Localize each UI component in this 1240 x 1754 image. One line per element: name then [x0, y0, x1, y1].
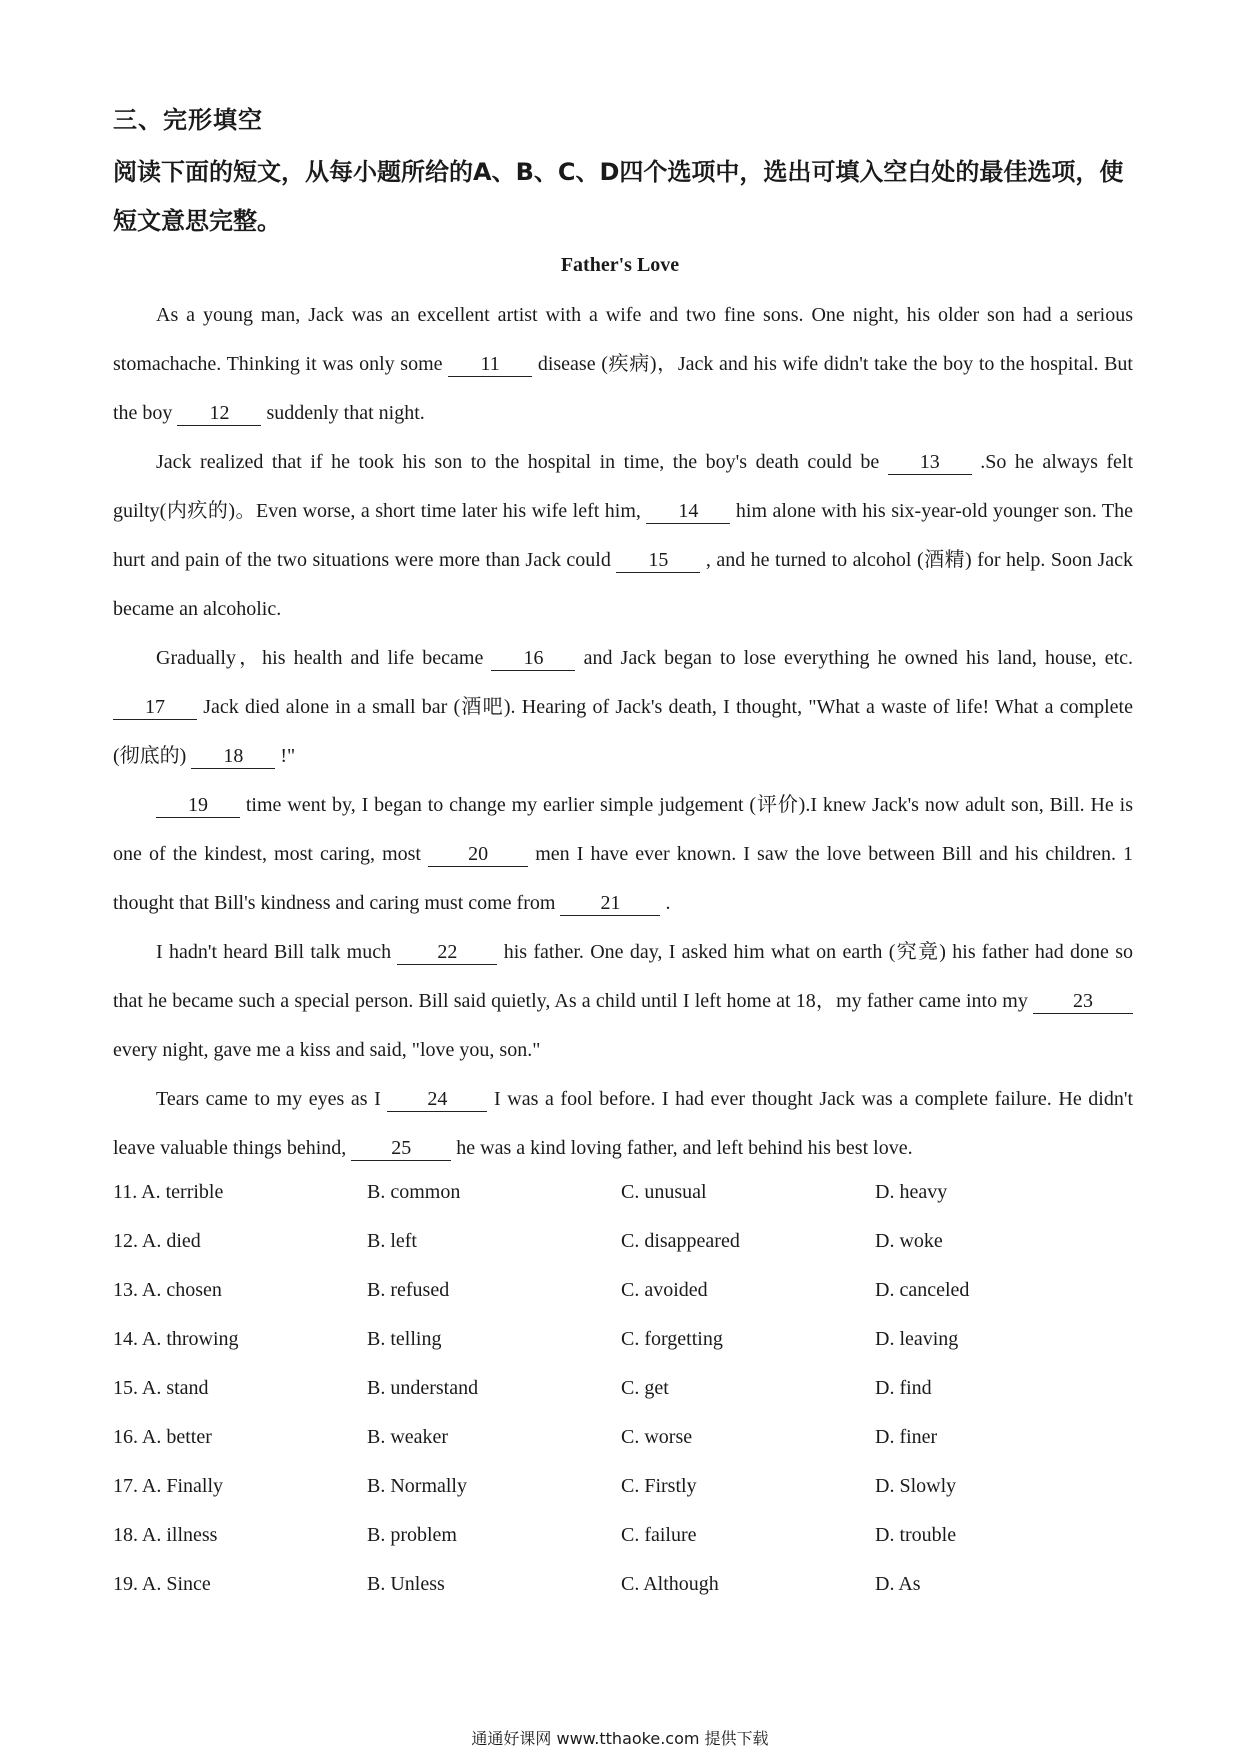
- paragraph-text: his father. One day, I asked him what on earth (究竟) his father had done so that he became such a special person. Bill said quietly, As a child until I left home at 18，my father came into my: [113, 941, 1134, 1012]
- option-row-11: [113, 1168, 1133, 1217]
- blank-21: 21: [560, 891, 660, 916]
- paragraph-text: , and he turned to alcohol (酒精) for help. Soon Jack became an alcoholic.: [113, 549, 1134, 620]
- blank-11: 11: [448, 352, 532, 377]
- blank-14: 14: [646, 499, 730, 524]
- paragraph-text: he was a kind loving father, and left behind his best love.: [456, 1137, 913, 1159]
- passage-title: Father's Love: [560, 254, 680, 276]
- paragraph-3: [113, 634, 1133, 781]
- option-d: D. trouble: [875, 1524, 957, 1546]
- option-b: B. common: [367, 1181, 461, 1203]
- paragraph-text: men I have ever known. I saw the love between Bill and his children. 1 thought that Bill's kindness and caring must come from: [113, 843, 1134, 914]
- option-a: 19. A. Since: [113, 1573, 211, 1595]
- option-d: D. canceled: [875, 1279, 970, 1301]
- paragraph-4: [113, 781, 1133, 928]
- blank-19: 19: [156, 793, 240, 818]
- option-a: 15. A. stand: [113, 1377, 209, 1399]
- option-c: C. Firstly: [621, 1475, 697, 1497]
- paragraph-2: [113, 438, 1133, 634]
- option-a: 17. A. Finally: [113, 1475, 224, 1497]
- blank-15: 15: [616, 548, 700, 573]
- option-b: B. left: [367, 1230, 417, 1252]
- paragraph-text: Jack realized that if he took his son to the hospital in time, the boy's death could be: [156, 451, 880, 473]
- blank-18: 18: [191, 744, 275, 769]
- blank-23: 23: [1033, 989, 1133, 1014]
- option-d: D. heavy: [875, 1181, 948, 1203]
- option-row-13: [113, 1266, 1133, 1315]
- blank-13: 13: [888, 450, 972, 475]
- option-b: B. telling: [367, 1328, 442, 1350]
- option-c: C. get: [621, 1377, 669, 1399]
- option-c: C. disappeared: [621, 1230, 740, 1252]
- paragraph-6: [113, 1075, 1133, 1173]
- option-a: 12. A. died: [113, 1230, 201, 1252]
- option-d: D. As: [875, 1573, 921, 1595]
- option-c: C. worse: [621, 1426, 693, 1448]
- option-row-17: [113, 1462, 1133, 1511]
- option-row-16: [113, 1413, 1133, 1462]
- option-row-18: [113, 1511, 1133, 1560]
- paragraph-text: I was a fool before. I had ever thought Jack was a complete failure. He didn't leave valuable things behind,: [113, 1088, 1134, 1159]
- blank-20: 20: [428, 842, 528, 867]
- paragraph-text: !": [280, 745, 296, 767]
- paragraph-text: and Jack began to lose everything he owned his land, house, etc.: [583, 647, 1134, 669]
- option-a: 18. A. illness: [113, 1524, 218, 1546]
- paragraph-text: Tears came to my eyes as I: [156, 1088, 381, 1110]
- option-row-14: [113, 1315, 1133, 1364]
- option-d: D. Slowly: [875, 1475, 957, 1497]
- option-a: 13. A. chosen: [113, 1279, 222, 1301]
- option-d: D. finer: [875, 1426, 938, 1448]
- paragraph-1: [113, 291, 1133, 438]
- option-b: B. Unless: [367, 1573, 445, 1595]
- option-d: D. find: [875, 1377, 932, 1399]
- paragraph-text: suddenly that night.: [266, 402, 425, 424]
- option-row-12: [113, 1217, 1133, 1266]
- paragraph-5: [113, 928, 1133, 1075]
- blank-17: 17: [113, 695, 197, 720]
- paragraph-text: every night, gave me a kiss and said, "love you, son.": [113, 1039, 541, 1061]
- section-title: 三、完形填空: [113, 106, 263, 134]
- option-row-19: [113, 1560, 1133, 1609]
- option-b: B. understand: [367, 1377, 479, 1399]
- paragraph-text: .So he always felt guilty(内疚的)。Even worse, a short time later his wife left him,: [113, 451, 1134, 522]
- option-d: D. leaving: [875, 1328, 959, 1350]
- blank-25: 25: [351, 1136, 451, 1161]
- option-a: 14. A. throwing: [113, 1328, 239, 1350]
- option-c: C. forgetting: [621, 1328, 723, 1350]
- blank-24: 24: [387, 1087, 487, 1112]
- option-b: B. weaker: [367, 1426, 449, 1448]
- paragraph-text: Jack died alone in a small bar (酒吧). Hearing of Jack's death, I thought, "What a waste of life! What a complete (彻底的): [113, 696, 1133, 767]
- option-c: C. avoided: [621, 1279, 708, 1301]
- option-c: C. unusual: [621, 1181, 707, 1203]
- paragraph-text: Gradually，his health and life became: [156, 647, 484, 669]
- blank-12: 12: [177, 401, 261, 426]
- answer-options: [113, 1168, 1133, 1609]
- option-a: 11. A. terrible: [113, 1181, 224, 1203]
- option-row-15: [113, 1364, 1133, 1413]
- option-b: B. refused: [367, 1279, 450, 1301]
- option-c: C. failure: [621, 1524, 697, 1546]
- blank-22: 22: [397, 940, 497, 965]
- option-c: C. Although: [621, 1573, 719, 1595]
- option-b: B. Normally: [367, 1475, 467, 1497]
- instruction-text: 阅读下面的短文，从每小题所给的A、B、C、D四个选项中，选出可填入空白处的最佳选项，使短文意思完整。: [113, 158, 1124, 235]
- paragraph-text: time went by, I began to change my earlier simple judgement (评价).I knew Jack's now adult son, Bill. He is one of the kindest, most caring, most: [113, 794, 1134, 865]
- option-d: D. woke: [875, 1230, 943, 1252]
- footer-text: 通通好课网 www.tthaoke.com 提供下载: [471, 1729, 769, 1748]
- paragraph-text: .: [665, 892, 671, 914]
- paragraph-text: I hadn't heard Bill talk much: [156, 941, 392, 963]
- paragraph-text: disease (疾病)，Jack and his wife didn't take the boy to the hospital. But the boy: [113, 353, 1133, 424]
- paragraph-text: As a young man, Jack was an excellent artist with a wife and two fine sons. One night, his older son had a serious stomachache. Thinking it was only some: [113, 304, 1133, 375]
- blank-16: 16: [491, 646, 575, 671]
- option-b: B. problem: [367, 1524, 457, 1546]
- option-a: 16. A. better: [113, 1426, 212, 1448]
- paragraph-text: him alone with his six-year-old younger son. The hurt and pain of the two situations were more than Jack could: [113, 500, 1133, 571]
- passage: [113, 291, 1133, 1173]
